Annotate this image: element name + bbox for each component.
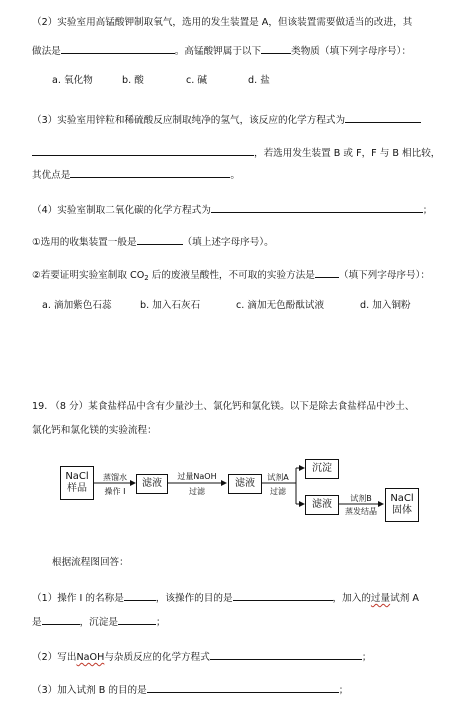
flow-precipitate-box: 沉淀 [305,459,339,479]
flow-sample-line2: 样品 [67,483,87,494]
q4-line1-text-b: ； [422,205,433,216]
flow-step2-bottom: 过滤 [189,487,205,496]
q3-line1-text: （3）实验室用锌粒和稀硫酸反应制取纯净的氢气，该反应的化学方程式为 [32,115,346,126]
q19-p2-text-a: （2）写出 [32,652,77,663]
q19-p2-text-c: 与杂质反应的化学方程式 [104,652,210,663]
q3-line3-text-a: 其优点是 [32,170,71,181]
q19-p2-text-d: ； [361,652,372,663]
q4-sub2-text-b: 后的废液呈酸性，不可取的实验方法是 [148,270,315,281]
flow-step2-top: 过量NaOH [177,472,217,481]
q19-blank-reagent-a[interactable] [42,613,80,625]
q2-option-c: c. 碱 [186,75,207,86]
q19-p1-text-h: ； [155,617,166,628]
q19-p1-text-e: 试剂 A [390,593,419,604]
q19-p2-text-b: NaOH [76,652,105,663]
q2-line2-text-a: 做法是 [32,46,61,57]
q19-line2: 氯化钙和氯化镁的实验流程： [32,425,157,436]
flow-filtrate1-box: 滤液 [136,474,168,494]
q19-blank-reagent-b-purpose[interactable] [147,681,339,693]
q2-option-a: a. 氧化物 [52,75,93,86]
q4-sub2-subscript: 2 [144,274,149,282]
flow-product-line2: 固体 [392,505,412,516]
q2-line1: （2）实验室用高锰酸钾制取氧气，选用的发生装置是 A，但该装置需要做适当的改进，其 [32,17,413,28]
q19-blank-equation[interactable] [210,648,362,660]
q19-line1: 19. （8 分）某食盐样品中含有少量沙土、氯化钙和氯化镁。以下是除去食盐样品中沙土、 [32,401,415,412]
q4-sub2-text-c: （填下列字母序号）： [338,270,431,281]
q19-p3-text-a: （3）加入试剂 B 的目的是 [32,685,147,696]
flow-product-line1: NaCl [390,493,414,504]
flow-sample-box [60,466,94,500]
flow-product-box [385,488,419,522]
q3-line3-text-b: 。 [230,170,240,181]
flow-step3-top: 试剂A [267,473,289,482]
q19-blank-purpose[interactable] [233,589,333,601]
q19-blank-precipitate[interactable] [118,613,156,625]
q19-p2 [32,648,371,665]
q19-p1-text-a: （1）操作 I 的名称是 [32,593,124,604]
q19-blank-operation[interactable] [124,589,156,601]
q4-option-a: a. 滴加紫色石蕊 [42,300,112,311]
q4-option-c: c. 滴加无色酚酞试液 [236,300,325,311]
flow-filtrate3-box: 滤液 [305,495,339,515]
q2-option-d: d. 盐 [248,75,270,86]
q19-p1-text-g: ，沉淀是 [79,617,118,628]
flow-filtrate2-box: 滤液 [228,474,262,494]
q4-sub1-text-b: （填上述字母序号）。 [182,237,274,248]
q19-p1-text-f: 是 [32,617,42,628]
flow-step3-bottom: 过滤 [270,487,286,496]
flow-step1-bottom: 操作 I [104,487,126,496]
q4-sub1-text-a: ①选用的收集装置一般是 [32,237,137,248]
q19-p1-line2 [32,613,166,630]
q2-line2-text-c: 类物质（填下列字母序号）： [291,46,412,57]
flow-sample-line1: NaCl [65,471,89,482]
q19-p3-text-b: ； [338,685,349,696]
q3-line2-text: ，若选用发生装置 B 或 F，F 与 B 相比较， [254,148,441,159]
flow-step4-top: 试剂B [350,494,372,503]
flow-step4-bottom: 蒸发结晶 [345,507,377,516]
q2-line2-text-b: 。高锰酸钾属于以下 [174,46,262,57]
q4-option-d: d. 加入铜粉 [360,300,411,311]
q2-option-b: b. 酸 [122,75,144,86]
flow-step1-top: 蒸馏水 [103,473,127,482]
q19-p1-text-d: 过量 [370,593,391,604]
q19-prompt: 根据流程图回答： [52,557,129,568]
q19-p3 [32,681,348,698]
q19-p1-text-c: ，加入的 [332,593,371,604]
q19-p1-text-b: ，该操作的目的是 [155,593,233,604]
q4-line1-text-a: （4）实验室制取二氧化碳的化学方程式为 [32,205,211,216]
q19-p1-line1 [32,589,419,606]
q4-sub2-text-a: ②若要证明实验室制取 CO [32,270,145,281]
q4-option-b: b. 加入石灰石 [140,300,201,311]
